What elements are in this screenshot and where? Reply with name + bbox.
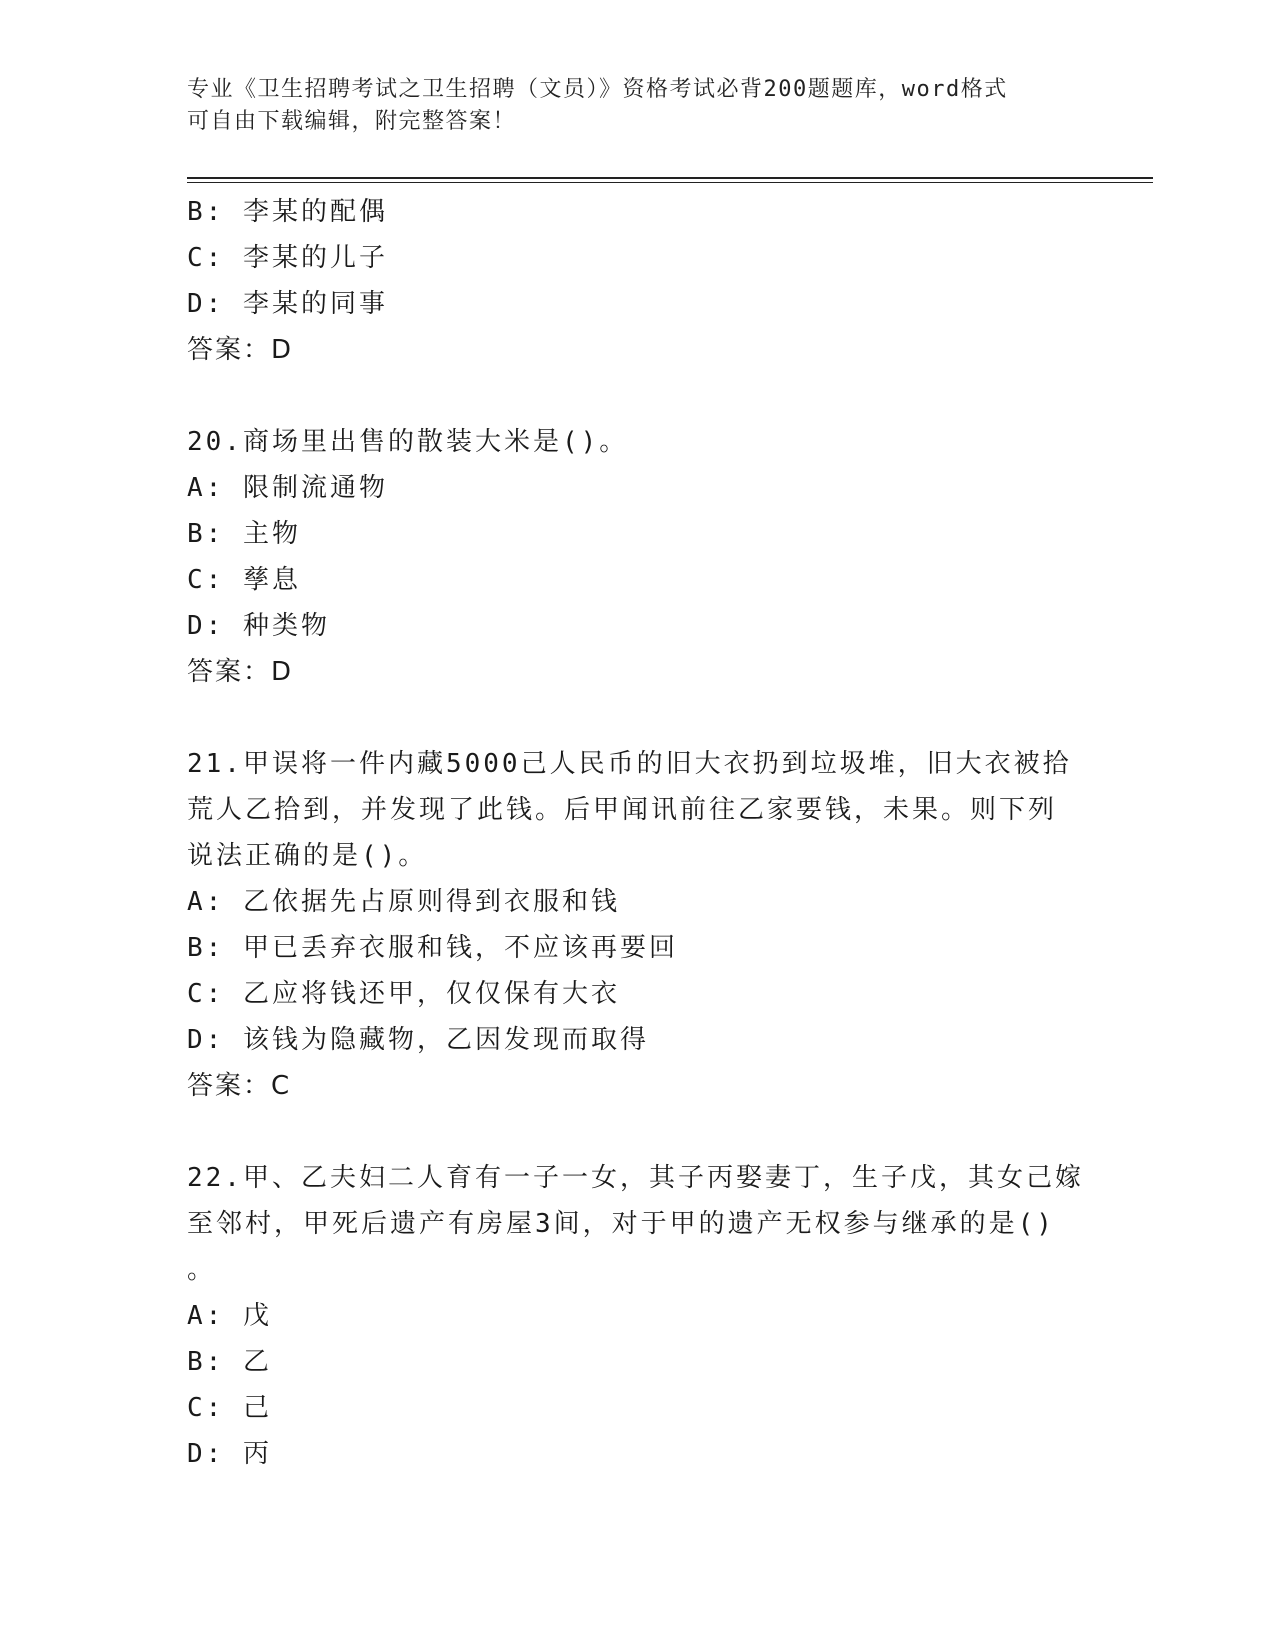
option-d: D: 种类物	[187, 611, 330, 641]
question-text-line-2: 至邻村，甲死后遗产有房屋3间，对于甲的遗产无权参与继承的是()	[187, 1209, 1055, 1239]
option-c: C: 李某的儿子	[187, 243, 388, 273]
option-d: D: 丙	[187, 1439, 272, 1469]
question-19-continued	[187, 189, 1087, 373]
question-list	[187, 189, 1087, 1477]
option-a: A: 限制流通物	[187, 473, 388, 503]
option-b: B: 主物	[187, 519, 301, 549]
answer-line: 答案：D	[187, 335, 294, 365]
option-d: D: 李某的同事	[187, 289, 388, 319]
header-line-1: 专业《卫生招聘考试之卫生招聘（文员）》资格考试必背200题题库，word格式	[187, 77, 1008, 102]
question-text-line-2: 荒人乙拾到，并发现了此钱。后甲闻讯前往乙家要钱，未果。则下列	[187, 795, 1058, 825]
question-20	[187, 419, 1087, 695]
answer-line: 答案：D	[187, 657, 294, 687]
header-rule-thin	[187, 182, 1153, 183]
question-22	[187, 1155, 1087, 1477]
option-b: B: 李某的配偶	[187, 197, 388, 227]
option-b: B: 乙	[187, 1347, 272, 1377]
option-a: A: 乙依据先占原则得到衣服和钱	[187, 887, 620, 917]
document-header	[187, 74, 1067, 138]
answer-line: 答案：C	[187, 1071, 292, 1101]
question-text-line-1: 22.甲、乙夫妇二人育有一子一女，其子丙娶妻丁，生子戊，其女己嫁	[187, 1163, 1084, 1193]
option-c: C: 己	[187, 1393, 272, 1423]
header-rule-thick	[187, 177, 1153, 179]
question-21	[187, 741, 1087, 1109]
option-b: B: 甲已丢弃衣服和钱，不应该再要回	[187, 933, 678, 963]
spacer	[187, 373, 1087, 419]
option-c: C: 乙应将钱还甲，仅仅保有大衣	[187, 979, 620, 1009]
header-line-2: 可自由下载编辑，附完整答案！	[187, 109, 517, 134]
question-text-line-1: 21.甲误将一件内藏5000己人民币的旧大衣扔到垃圾堆，旧大衣被拾	[187, 749, 1072, 779]
spacer	[187, 1109, 1087, 1155]
question-text: 20.商场里出售的散装大米是()。	[187, 427, 629, 457]
option-a: A: 戊	[187, 1301, 272, 1331]
option-c: C: 孳息	[187, 565, 301, 595]
question-text-line-3: 。	[187, 1255, 217, 1285]
question-text-line-3: 说法正确的是()。	[187, 841, 428, 871]
option-d: D: 该钱为隐藏物，乙因发现而取得	[187, 1025, 649, 1055]
spacer	[187, 695, 1087, 741]
